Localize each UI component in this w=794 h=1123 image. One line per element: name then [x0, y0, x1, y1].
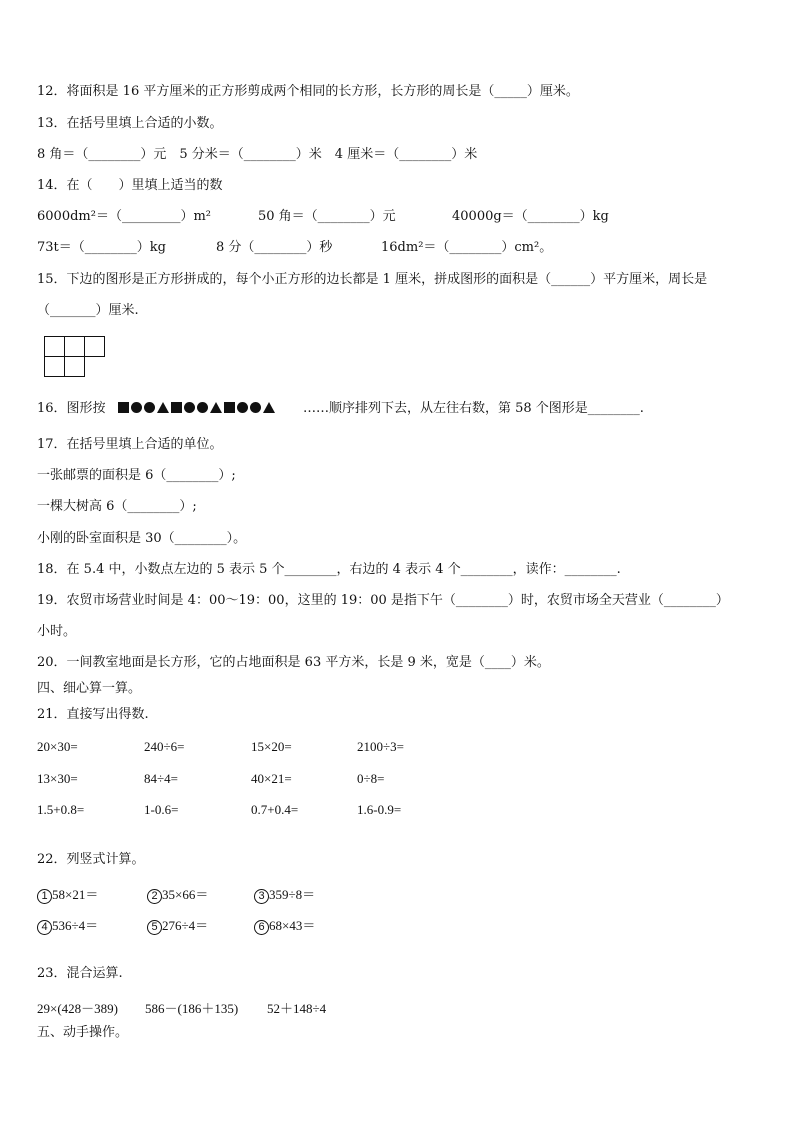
question-17-a: 一张邮票的面积是 6（________）;: [37, 468, 236, 483]
question-14-item-2: 50 角＝（________）元: [258, 209, 396, 224]
calc-item: 1.5+0.8=: [37, 802, 85, 817]
question-15-cont: （_______）厘米.: [37, 303, 139, 318]
vertical-calc-item: [37, 884, 98, 904]
square-shape-icon: [224, 402, 235, 413]
circled-number: 1: [37, 889, 52, 904]
circled-number: 5: [147, 920, 162, 935]
calc-item: 84÷4=: [144, 771, 178, 786]
circle-shape-icon: [131, 402, 142, 413]
circle-shape-icon: [237, 402, 248, 413]
circle-shape-icon: [184, 402, 195, 413]
question-18: 18．在 5.4 中，小数点左边的 5 表示 5 个________，右边的 4 表示 4 个________，读作：________.: [37, 562, 621, 577]
grid-cell: [45, 337, 65, 357]
circle-shape-icon: [144, 402, 155, 413]
calc-item: 13×30=: [37, 771, 78, 786]
calc-item: 0÷8=: [357, 771, 385, 786]
expression: 276÷4＝: [162, 918, 209, 933]
question-21: 21．直接写出得数.: [37, 707, 149, 722]
section-5-heading: 五、动手操作。: [37, 1025, 129, 1040]
grid-cell: [65, 337, 85, 357]
question-22: 22．列竖式计算。: [37, 852, 145, 867]
triangle-shape-icon: [263, 402, 275, 413]
calc-item: 1-0.6=: [144, 802, 179, 817]
expression: 58×21＝: [52, 887, 99, 902]
square-grid-figure: [44, 336, 108, 378]
triangle-shape-icon: [210, 402, 222, 413]
vertical-calc-item: [147, 884, 208, 904]
question-14-item-4: 73t＝（________）kg: [37, 240, 166, 255]
question-17-b: 一棵大树高 6（________）;: [37, 499, 197, 514]
question-16-suffix: ……顺序排列下去，从左往右数，第 58 个图形是________.: [303, 401, 644, 416]
expression: 359÷8＝: [269, 887, 316, 902]
mixed-calc-item: 29×(428－389): [37, 1001, 118, 1016]
vertical-calc-item: [254, 884, 315, 904]
calc-item: 0.7+0.4=: [251, 802, 299, 817]
question-23: 23．混合运算.: [37, 966, 123, 981]
square-shape-icon: [118, 402, 129, 413]
question-14: 14．在（ ）里填上适当的数: [37, 178, 223, 193]
question-14-item-6: 16dm²＝（________）cm²。: [381, 240, 553, 255]
mixed-calc-item: 52＋148÷4: [267, 1001, 327, 1016]
grid-cell: [45, 357, 65, 377]
question-19: 19．农贸市场营业时间是 4：00～19：00，这里的 19：00 是指下午（________）时，农贸市场全天营业（________）: [37, 593, 729, 608]
expression: 68×43＝: [269, 918, 316, 933]
question-20: 20．一间教室地面是长方形，它的占地面积是 63 平方米，长是 9 米，宽是（____）米。: [37, 655, 550, 670]
question-17-c: 小刚的卧室面积是 30（________）。: [37, 531, 247, 546]
expression: 536÷4＝: [52, 918, 99, 933]
question-13-items: 8 角＝（________）元 5 分米＝（________）米 4 厘米＝（________）米: [37, 147, 478, 162]
triangle-shape-icon: [157, 402, 169, 413]
question-19-cont: 小时。: [37, 624, 77, 639]
question-13: 13．在括号里填上合适的小数。: [37, 116, 223, 131]
calc-item: 2100÷3=: [357, 739, 404, 754]
shape-sequence: [118, 402, 275, 413]
mixed-calc-item: 586－(186＋135): [145, 1001, 239, 1016]
grid-cell: [85, 337, 105, 357]
question-14-item-5: 8 分（________）秒: [216, 240, 333, 255]
circled-number: 4: [37, 920, 52, 935]
section-4-heading: 四、细心算一算。: [37, 681, 142, 696]
question-15: 15．下边的图形是正方形拼成的，每个小正方形的边长都是 1 厘米，拼成图形的面积是（______）平方厘米，周长是: [37, 272, 708, 287]
question-12: 12．将面积是 16 平方厘米的正方形剪成两个相同的长方形，长方形的周长是（_____）厘米。: [37, 84, 579, 99]
vertical-calc-item: [37, 915, 98, 935]
square-shape-icon: [171, 402, 182, 413]
calc-item: 20×30=: [37, 739, 78, 754]
circled-number: 3: [254, 889, 269, 904]
question-14-item-3: 40000g＝（________）kg: [452, 209, 609, 224]
grid-cell: [65, 357, 85, 377]
calc-item: 40×21=: [251, 771, 292, 786]
calc-item: 1.6-0.9=: [357, 802, 402, 817]
circle-shape-icon: [250, 402, 261, 413]
expression: 35×66＝: [162, 887, 209, 902]
question-16-prefix: 16．图形按: [37, 401, 106, 416]
calc-item: 15×20=: [251, 739, 292, 754]
vertical-calc-item: [147, 915, 208, 935]
question-17: 17．在括号里填上合适的单位。: [37, 437, 223, 452]
circled-number: 6: [254, 920, 269, 935]
calc-item: 240÷6=: [144, 739, 185, 754]
question-14-item-1: 6000dm²＝（_________）m²: [37, 209, 211, 224]
circled-number: 2: [147, 889, 162, 904]
vertical-calc-item: [254, 915, 315, 935]
circle-shape-icon: [197, 402, 208, 413]
